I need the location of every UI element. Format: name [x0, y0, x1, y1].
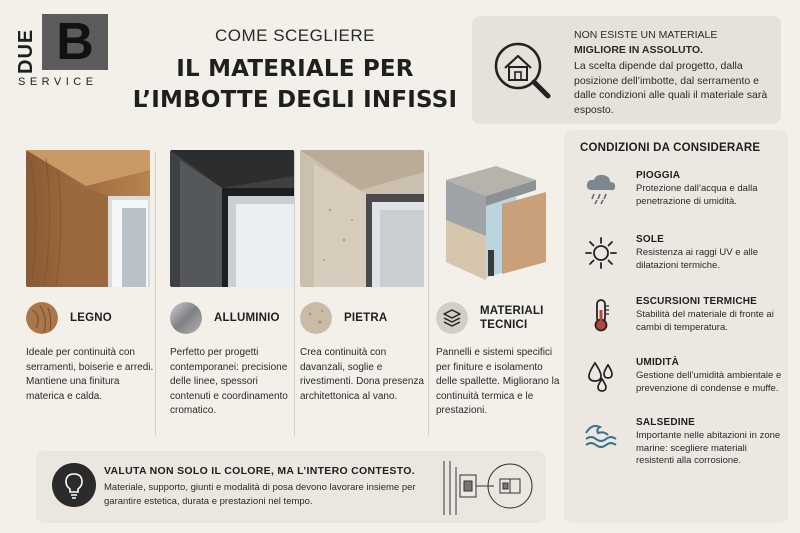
condition-desc: Gestione dell’umidità ambientale e prevenzione di condense e muffe.	[636, 370, 782, 394]
brand-logo	[14, 10, 112, 90]
condition-name: UMIDITÀ	[636, 357, 680, 368]
note-line-1: NON ESISTE UN MATERIALE	[574, 29, 718, 41]
page-title	[130, 26, 460, 116]
condition-name: SALSEDINE	[636, 417, 696, 428]
condition-desc: Resistenza ai raggi UV e alle dilatazioni termiche.	[636, 247, 758, 271]
condition-text	[636, 417, 784, 468]
tip-text: Materiale, supporto, giunti e modalità di posa devono lavorare insieme per garantire estetica, durata e prestazioni nel tempo.	[104, 482, 416, 507]
conditions-title: CONDIZIONI DA CONSIDERARE	[580, 142, 761, 154]
joint-detail-drawing	[436, 457, 536, 519]
layers-icon	[436, 302, 468, 334]
condition-desc: Stabilità del materiale di fronte ai cambi di temperatura.	[636, 309, 774, 333]
condition-text	[636, 296, 784, 334]
divider	[155, 152, 156, 436]
material-head-tecnici	[436, 302, 544, 334]
technical-section-image	[436, 150, 560, 287]
title-line-2: L’IMBOTTE DEGLI INFISSI	[132, 87, 458, 113]
wood-swatch-icon	[26, 302, 58, 334]
tip-title: VALUTA NON SOLO IL COLORE, MA L’INTERO CONTESTO.	[104, 465, 415, 477]
condition-name: ESCURSIONI TERMICHE	[636, 296, 758, 307]
note-line-2: MIGLIORE IN ASSOLUTO.	[574, 43, 703, 56]
divider	[428, 152, 429, 436]
material-head-alluminio	[170, 302, 280, 334]
sun-icon	[584, 236, 618, 270]
material-desc: Ideale per continuità con serramenti, boiserie e arredi. Mantiene una finitura materica e calda.	[26, 347, 154, 402]
condition-text	[636, 170, 784, 208]
material-name: PIETRA	[344, 312, 388, 324]
title-line-1: IL MATERIALE PER	[176, 56, 414, 82]
thermometer-icon	[584, 298, 618, 332]
waves-icon	[584, 419, 618, 453]
material-name: ALLUMINIO	[214, 312, 280, 324]
title-pre: COME SCEGLIERE	[214, 26, 376, 45]
logo-service-text: SERVICE	[18, 76, 98, 88]
condition-desc: Importante nelle abitazioni in zone marine: scegliere materiali resistenti alla corrosione.	[636, 430, 781, 466]
title-main	[130, 54, 460, 116]
aluminium-reveal-image	[170, 150, 294, 287]
conditions-panel	[564, 130, 788, 523]
logo-b-letter: B	[56, 13, 94, 71]
logo-b-box	[42, 14, 108, 70]
material-name	[480, 304, 544, 332]
material-name-line-2: TECNICI	[480, 319, 528, 331]
material-name-line-1: MATERIALI	[480, 305, 544, 317]
material-head-legno	[26, 302, 112, 334]
material-desc: Pannelli e sistemi specifici per finiture e isolamento delle spallette. Migliorano la continuità termica e le prestazioni.	[436, 347, 560, 416]
condition-name: SOLE	[636, 234, 665, 245]
condition-desc: Protezione dall’acqua e dalla penetrazione di umidità.	[636, 183, 758, 207]
note-box	[472, 16, 781, 124]
note-body: La scelta dipende dal progetto, dalla posizione dell’imbotte, dal serramento e dalle condizioni alle quali il materiale sarà esposto.	[574, 60, 768, 116]
material-head-pietra	[300, 302, 387, 334]
logo-due-text: DUE	[15, 28, 37, 74]
material-desc: Crea continuità con davanzali, soglie e rivestimenti. Dona presenza architettonica al vano.	[300, 347, 424, 402]
rain-cloud-icon	[584, 172, 618, 206]
material-desc: Perfetto per progetti contemporanei: precisione delle linee, spessori contenuti e coordinamento cromatico.	[170, 347, 288, 416]
wood-reveal-image	[26, 150, 150, 287]
stone-reveal-image	[300, 150, 424, 287]
condition-text	[636, 234, 784, 272]
stone-swatch-icon	[300, 302, 332, 334]
condition-text	[636, 357, 784, 395]
aluminium-swatch-icon	[170, 302, 202, 334]
note-text	[574, 28, 774, 117]
condition-name: PIOGGIA	[636, 170, 681, 181]
material-name: LEGNO	[70, 312, 112, 324]
context-tip-box	[36, 451, 546, 523]
lightbulb-icon	[52, 463, 96, 507]
water-drops-icon	[584, 359, 618, 393]
house-search-icon	[490, 38, 554, 102]
divider	[294, 152, 295, 436]
